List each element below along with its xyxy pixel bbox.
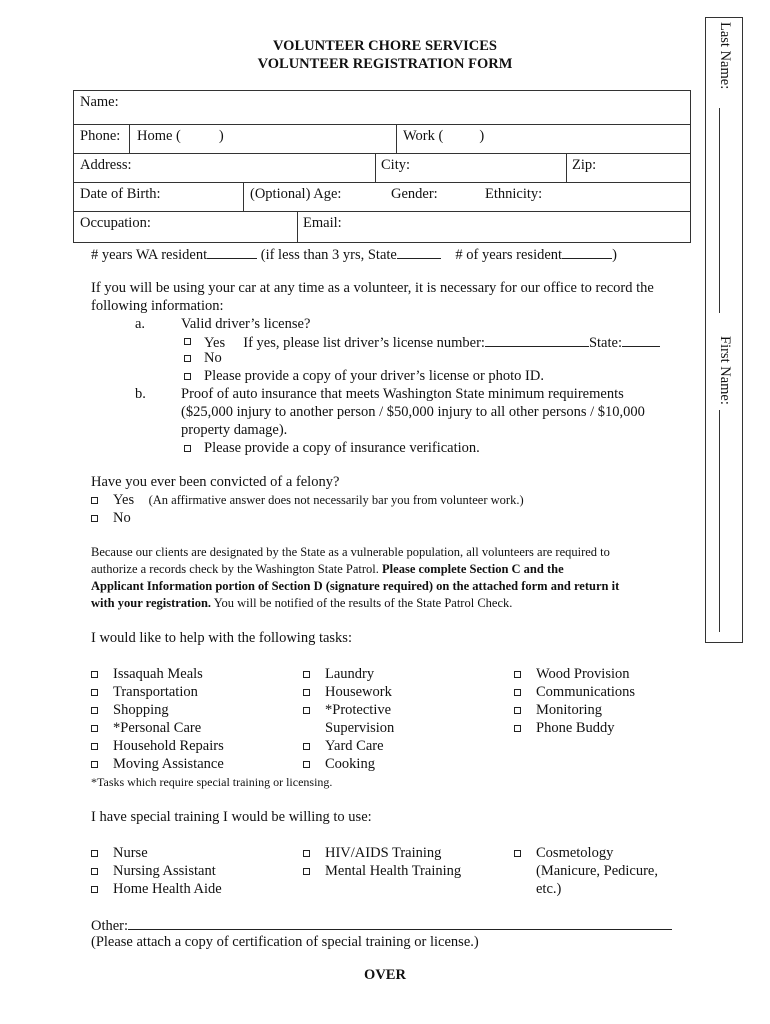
task-checkbox[interactable]	[303, 671, 310, 678]
task-checkbox[interactable]	[91, 761, 98, 768]
training-checkbox[interactable]	[91, 886, 98, 893]
task-checkbox[interactable]	[91, 671, 98, 678]
side-name-box	[705, 17, 743, 643]
task-household-repairs: Household Repairs	[113, 738, 224, 754]
occupation-field[interactable]: Occupation:	[80, 215, 151, 231]
table-divider	[243, 182, 244, 211]
tasks-footnote: *Tasks which require special training or licensing.	[91, 775, 333, 789]
other-row: Other:	[91, 916, 672, 935]
other-note: (Please attach a copy of certification of special training or license.)	[91, 934, 479, 950]
task-phone-buddy: Phone Buddy	[536, 720, 615, 736]
table-rule	[73, 124, 691, 125]
training-checkbox[interactable]	[514, 850, 521, 857]
name-field[interactable]: Name:	[80, 94, 119, 110]
training-heading: I have special training I would be willing to use:	[91, 809, 372, 825]
phone-label: Phone:	[80, 128, 121, 144]
training-nurse: Nurse	[113, 845, 148, 861]
training-checkbox[interactable]	[91, 868, 98, 875]
license-question: Valid driver’s license?	[181, 316, 311, 332]
training-checkbox[interactable]	[303, 850, 310, 857]
address-field[interactable]: Address:	[80, 157, 132, 173]
table-divider	[129, 124, 130, 153]
task-checkbox[interactable]	[91, 725, 98, 732]
gender-field[interactable]: Gender:	[391, 186, 438, 202]
insurance-text-3: property damage).	[181, 422, 288, 438]
task-checkbox[interactable]	[514, 689, 521, 696]
ethnicity-field[interactable]: Ethnicity:	[485, 186, 543, 202]
home-phone-field[interactable]: Home ( )	[137, 128, 224, 144]
task-transportation: Transportation	[113, 684, 198, 700]
first-name-line[interactable]	[719, 410, 720, 632]
license-number-blank[interactable]	[485, 333, 589, 347]
records-line-3: Applicant Information portion of Section D (signature required) on the attached form and return it	[91, 579, 620, 593]
training-checkbox[interactable]	[303, 868, 310, 875]
form-title-line1: VOLUNTEER CHORE SERVICES	[273, 38, 497, 54]
task-checkbox[interactable]	[303, 689, 310, 696]
training-cosmetology-cont1: (Manicure, Pedicure,	[536, 863, 658, 879]
task-wood-provision: Wood Provision	[536, 666, 630, 682]
task-housework: Housework	[325, 684, 392, 700]
email-field[interactable]: Email:	[303, 215, 342, 231]
item-b-marker: b.	[135, 386, 146, 402]
license-state-blank[interactable]	[622, 333, 660, 347]
license-yes-checkbox[interactable]	[184, 338, 191, 345]
task-shopping: Shopping	[113, 702, 169, 718]
license-no-checkbox[interactable]	[184, 355, 191, 362]
table-divider	[396, 124, 397, 153]
insurance-copy-checkbox[interactable]	[184, 445, 191, 452]
task-checkbox[interactable]	[514, 707, 521, 714]
city-field[interactable]: City:	[381, 157, 411, 173]
task-yard-care: Yard Care	[325, 738, 384, 754]
felony-yes-row: Yes (An affirmative answer does not necessarily bar you from volunteer work.)	[113, 492, 524, 508]
table-rule	[73, 153, 691, 154]
task-communications: Communications	[536, 684, 636, 700]
task-checkbox[interactable]	[514, 725, 521, 732]
car-intro-2: following information:	[91, 298, 224, 314]
table-rule	[73, 211, 691, 212]
task-checkbox[interactable]	[303, 707, 310, 714]
last-name-line[interactable]	[719, 108, 720, 313]
task-personal-care: *Personal Care	[113, 720, 202, 736]
age-field[interactable]: (Optional) Age:	[250, 186, 342, 202]
tasks-heading: I would like to help with the following tasks:	[91, 630, 352, 646]
task-protective-cont: Supervision	[325, 720, 395, 736]
table-divider	[566, 153, 567, 182]
felony-no-label: No	[113, 510, 131, 526]
task-cooking: Cooking	[325, 756, 375, 772]
form-title-line2: VOLUNTEER REGISTRATION FORM	[257, 56, 513, 72]
item-a-marker: a.	[135, 316, 146, 332]
insurance-copy-label: Please provide a copy of insurance verification.	[204, 440, 480, 456]
license-copy-checkbox[interactable]	[184, 373, 191, 380]
task-checkbox[interactable]	[91, 707, 98, 714]
felony-no-checkbox[interactable]	[91, 515, 98, 522]
dob-field[interactable]: Date of Birth:	[80, 186, 161, 202]
work-phone-field[interactable]: Work ( )	[403, 128, 485, 144]
car-intro: If you will be using your car at any time as a volunteer, it is necessary for our office to record the	[91, 280, 654, 296]
first-name-label: First Name:	[717, 336, 733, 405]
task-checkbox[interactable]	[303, 743, 310, 750]
residency-line: # years WA resident (if less than 3 yrs, State # of years resident )	[91, 247, 617, 263]
insurance-text-2: ($25,000 injury to another person / $50,000 injury to all other persons / $10,000	[181, 404, 645, 420]
other-blank[interactable]	[128, 916, 672, 930]
training-home-health-aide: Home Health Aide	[113, 881, 222, 897]
training-cosmetology-cont2: etc.)	[536, 881, 562, 897]
table-rule	[73, 182, 691, 183]
last-name-label: Last Name:	[717, 22, 733, 90]
training-mental-health: Mental Health Training	[325, 863, 462, 879]
over-label: OVER	[364, 967, 406, 983]
task-checkbox[interactable]	[514, 671, 521, 678]
task-protective: *Protective	[325, 702, 392, 718]
records-line-2: authorize a records check by the Washington State Patrol. Please complete Section C and the	[91, 562, 564, 576]
task-monitoring: Monitoring	[536, 702, 603, 718]
felony-yes-checkbox[interactable]	[91, 497, 98, 504]
task-checkbox[interactable]	[91, 689, 98, 696]
license-copy-label: Please provide a copy of your driver’s license or photo ID.	[204, 368, 544, 384]
records-line-1: Because our clients are designated by the State as a vulnerable population, all volunteers are required to	[91, 545, 610, 559]
license-yes-row: Yes If yes, please list driver’s license number: State:	[204, 333, 660, 352]
task-checkbox[interactable]	[303, 761, 310, 768]
training-hiv-aids: HIV/AIDS Training	[325, 845, 442, 861]
felony-question: Have you ever been convicted of a felony?	[91, 474, 340, 490]
task-moving-assistance: Moving Assistance	[113, 756, 224, 772]
insurance-text-1: Proof of auto insurance that meets Washington State minimum requirements	[181, 386, 624, 402]
training-cosmetology: Cosmetology	[536, 845, 614, 861]
task-issaquah-meals: Issaquah Meals	[113, 666, 203, 682]
license-no-label: No	[204, 350, 222, 366]
task-checkbox[interactable]	[91, 743, 98, 750]
table-divider	[375, 153, 376, 182]
state-blank[interactable]	[397, 245, 441, 259]
training-checkbox[interactable]	[91, 850, 98, 857]
zip-field[interactable]: Zip:	[572, 157, 597, 173]
task-laundry: Laundry	[325, 666, 375, 682]
table-divider	[297, 211, 298, 243]
years-resident-blank[interactable]	[562, 245, 612, 259]
years-wa-blank[interactable]	[207, 245, 257, 259]
records-line-4: with your registration. You will be notified of the results of the State Patrol Check.	[91, 596, 513, 610]
training-nursing-assistant: Nursing Assistant	[113, 863, 216, 879]
